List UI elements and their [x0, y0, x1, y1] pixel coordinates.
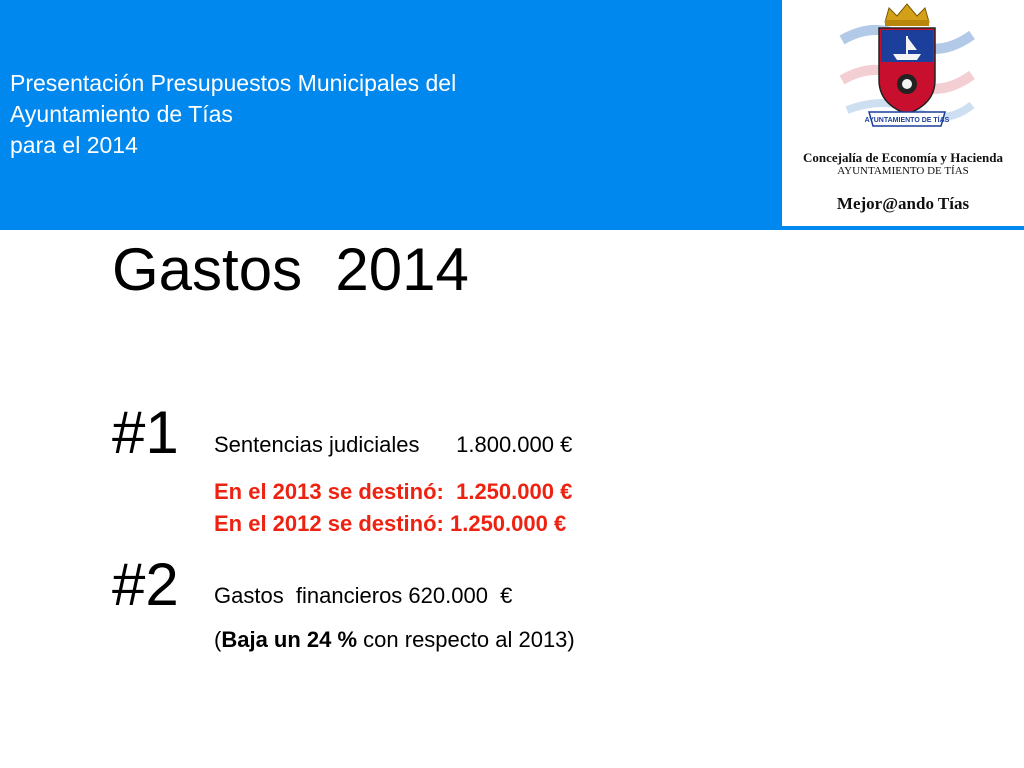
item-number: #2 [112, 551, 179, 618]
department-name: Concejalía de Economía y Hacienda [802, 150, 1004, 165]
slide-heading: Gastos 2014 [112, 236, 469, 303]
council-name: AYUNTAMIENTO DE TÍAS [837, 165, 969, 177]
note-prefix: ( [214, 627, 222, 652]
note-highlight: Baja un 24 % [221, 627, 358, 652]
item-number: #1 [112, 399, 179, 466]
title-line: para el 2014 [10, 132, 138, 158]
note-suffix: con respecto al 2013) [357, 627, 575, 652]
logo-panel [782, 0, 1024, 226]
title-line: Presentación Presupuestos Municipales del [10, 70, 457, 96]
item-note: En el 2013 se destinó: 1.250.000 € [214, 479, 573, 504]
presentation-title [10, 68, 630, 161]
title-line: Ayuntamiento de Tías [10, 101, 233, 127]
item-text: Sentencias judiciales 1.800.000 € [214, 432, 573, 457]
item-text: Gastos financieros 620.000 € [214, 583, 513, 608]
emblem-banner-text: AYUNTAMIENTO DE TÍAS [864, 117, 950, 124]
item-note: En el 2012 se destinó: 1.250.000 € [214, 511, 567, 536]
coat-of-arms-logo [837, 0, 977, 140]
slogan: Mejor@ando Tías [836, 194, 970, 213]
item-note [214, 626, 575, 654]
